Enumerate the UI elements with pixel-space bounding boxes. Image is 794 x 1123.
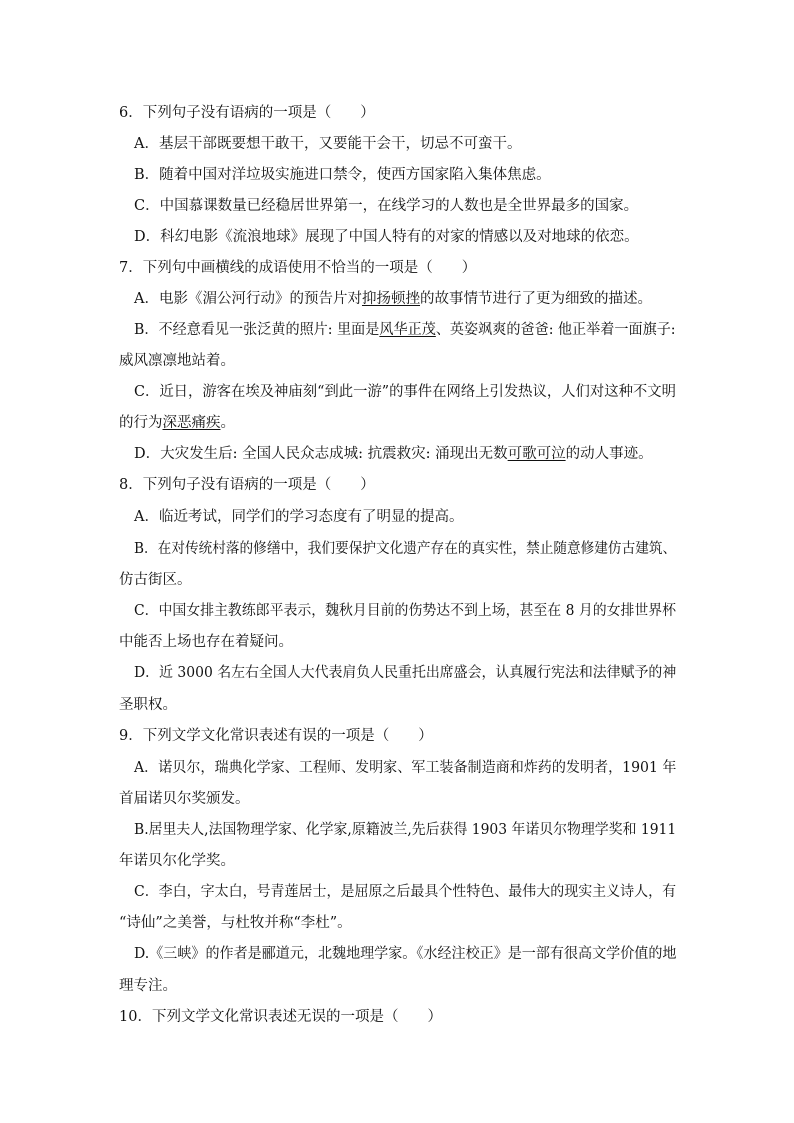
option-text: 的动人事迹。 [565,446,653,462]
question-7-option-c-continued [119,413,235,433]
question-9-option-b: B.居里夫人,法国物理学家、化学家,原籍波兰,先后获得 1903 年诺贝尔物理学奖和 1911 [134,822,677,838]
question-8-option-c-continued: 中能否上场也存在着疑问。 [119,634,293,650]
option-text: 。 [220,415,235,431]
question-8-option-b: B．在对传统村落的修缮中，我们要保护文化遗产存在的真实性，禁止随意修建仿古建筑、 [134,541,677,557]
question-9-stem: 9．下列文学文化常识表述有误的一项是（ ） [119,728,433,744]
question-7-option-c: C．近日，游客在埃及神庙刻“到此一游”的事件在网络上引发热议，人们对这种不文明 [134,384,676,400]
question-6-option-b: B．随着中国对洋垃圾实施进口禁令，使西方国家陷入集体焦虑。 [134,167,551,183]
question-9-option-c-continued: “诗仙”之美誉，与杜牧并称“李杜”。 [119,915,352,931]
question-9-option-b-continued: 年诺贝尔化学奖。 [119,853,235,869]
question-8-option-c: C．中国女排主教练郎平表示，魏秋月目前的伤势达不到上场，甚至在 8 月的女排世界杯 [134,603,677,619]
question-9-option-a-continued: 首届诺贝尔奖颁发。 [119,791,250,807]
question-7-option-a [134,289,652,309]
option-text: 的故事情节进行了更为细致的描述。 [419,291,652,307]
option-text: A．电影《湄公河行动》的预告片对 [134,291,362,307]
question-9-option-d: D.《三峡》的作者是郦道元，北魏地理学家。《水经注校正》是一部有很高文学价值的地 [134,946,677,962]
question-8-option-b-continued: 仿古街区。 [119,572,192,588]
option-text: 、英姿飒爽的爸爸: 他正举着一面旗子: [435,322,676,338]
option-text: B．不经意看见一张泛黄的照片: 里面是 [134,322,380,338]
question-10-stem: 10．下列文学文化常识表述无误的一项是（ ） [119,1009,442,1025]
question-6-option-a: A．基层干部既要想干敢干，又要能干会干，切忌不可蛮干。 [134,136,522,152]
question-9-option-c: C．李白，字太白，号青莲居士，是屈原之后最具个性特色、最伟大的现实主义诗人，有 [134,884,677,900]
question-8-option-a: A．临近考试，同学们的学习态度有了明显的提高。 [134,509,464,525]
question-9-option-d-continued: 理专注。 [119,978,177,994]
question-7-option-b-continued: 威风凛凛地站着。 [119,353,235,369]
question-9-option-a: A．诺贝尔，瑞典化学家、工程师、发明家、军工装备制造商和炸药的发明者，1901 年 [134,760,677,776]
question-7-option-d [134,444,653,464]
option-text: D．大灾发生后: 全国人民众志成城: 抗震救灾: 涌现出无数 [134,446,508,462]
question-8-option-d-continued: 圣职权。 [119,697,177,713]
question-6-option-c: C．中国慕课数量已经稳居世界第一，在线学习的人数也是全世界最多的国家。 [134,198,639,214]
underlined-idiom: 风华正茂 [379,322,436,338]
question-8-stem: 8．下列句子没有语病的一项是（ ） [119,477,375,493]
option-text: 的行为 [119,415,163,431]
question-6-option-d: D．科幻电影《流浪地球》展现了中国人特有的对家的情感以及对地球的依恋。 [134,229,639,245]
question-6-stem: 6．下列句子没有语病的一项是（ ） [119,105,375,121]
underlined-idiom: 可歌可泣 [507,446,566,462]
question-8-option-d: D．近 3000 名左右全国人大代表肩负人民重托出席盛会，认真履行宪法和法律赋予的神 [134,665,677,681]
question-7-stem: 7．下列句中画横线的成语使用不恰当的一项是（ ） [119,260,477,276]
question-7-option-b [134,320,676,340]
underlined-idiom: 抑扬顿挫 [361,291,420,307]
underlined-idiom: 深恶痛疾 [162,415,221,431]
